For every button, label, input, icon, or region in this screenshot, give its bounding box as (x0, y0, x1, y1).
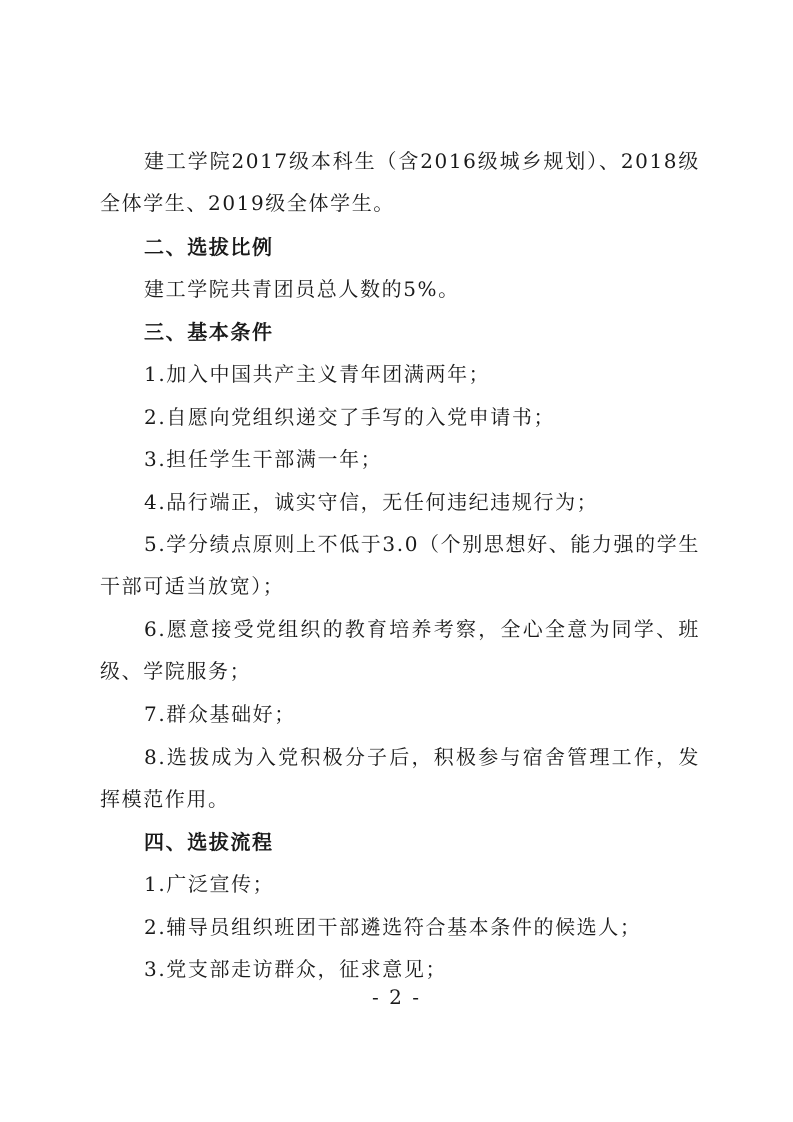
page-number: - 2 - (372, 985, 421, 1009)
condition-item-3: 3.担任学生干部满一年； (144, 447, 383, 471)
condition-item-4: 4.品行端正，诚实守信，无任何违纪违规行为； (144, 490, 599, 514)
condition-item-5: 5.学分绩点原则上不低于3.0（个别思想好、能力强的学生干部可适当放宽）； (100, 532, 700, 598)
process-item-2: 2.辅导员组织班团干部遴选符合基本条件的候选人； (144, 915, 642, 939)
condition-item-1: 1.加入中国共产主义青年团满两年； (144, 362, 491, 386)
selection-ratio-text: 建工学院共青团员总人数的5%。 (144, 277, 460, 301)
condition-item-6: 6.愿意接受党组织的教育培养考察，全心全意为同学、班级、学院服务； (100, 617, 700, 683)
process-item-3: 3.党支部走访群众，征求意见； (144, 957, 448, 981)
condition-item-7: 7.群众基础好； (144, 702, 296, 726)
condition-item-2: 2.自愿向党组织递交了手写的入党申请书； (144, 405, 556, 429)
scope-paragraph: 建工学院2017级本科生（含2016级城乡规划）、2018级全体学生、2019级全体学生。 (100, 149, 700, 215)
condition-item-8: 8.选拔成为入党积极分子后，积极参与宿舍管理工作，发挥模范作用。 (100, 745, 700, 811)
section-heading-basic-conditions: 三、基本条件 (144, 320, 274, 344)
section-heading-selection-ratio: 二、选拔比例 (144, 235, 274, 259)
section-heading-selection-process: 四、选拔流程 (144, 830, 274, 854)
process-item-1: 1.广泛宣传； (144, 872, 275, 896)
